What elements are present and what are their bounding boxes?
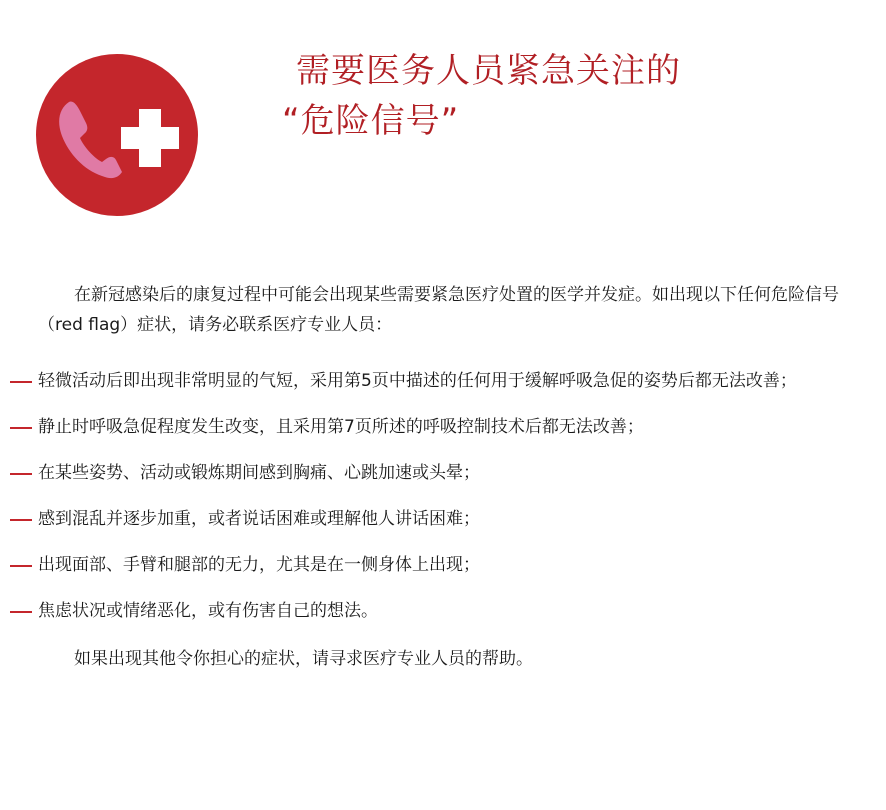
list-item-text: 感到混乱并逐步加重，或者说话困难或理解他人讲话困难； <box>38 509 480 529</box>
list-item <box>0 366 878 396</box>
red-dash-bullet <box>10 473 32 475</box>
red-dash-bullet <box>10 519 32 521</box>
title-line-2: “危险信号” <box>282 101 460 141</box>
list-item-text: 焦虑状况或情绪恶化，或有伤害自己的想法。 <box>38 601 378 621</box>
list-item <box>0 412 878 442</box>
red-dash-bullet <box>10 565 32 567</box>
list-item-text: 静止时呼吸急促程度发生改变，且采用第7页所述的呼吸控制技术后都无法改善； <box>38 417 644 437</box>
phone-and-medical-cross-icon <box>36 54 198 216</box>
list-item <box>0 458 878 488</box>
main-content <box>0 280 886 674</box>
red-dash-bullet <box>10 381 32 383</box>
page-title <box>282 46 681 146</box>
list-item <box>0 504 878 534</box>
list-item <box>0 550 878 580</box>
closing-paragraph: 如果出现其他令你担心的症状，请寻求医疗专业人员的帮助。 <box>74 649 533 669</box>
title-line-1: 需要医务人员紧急关注的 <box>296 51 681 91</box>
red-dash-bullet <box>10 611 32 613</box>
phone-medical-cross-logo <box>36 54 198 216</box>
intro-paragraph: 在新冠感染后的康复过程中可能会出现某些需要紧急医疗处置的医学并发症。如出现以下任何危险信号（red flag）症状，请务必联系医疗专业人员： <box>38 285 839 335</box>
medical-cross-horizontal <box>121 127 179 149</box>
red-dash-bullet <box>10 427 32 429</box>
list-item-text: 出现面部、手臂和腿部的无力，尤其是在一侧身体上出现； <box>38 555 480 575</box>
list-item-text: 轻微活动后即出现非常明显的气短，采用第5页中描述的任何用于缓解呼吸急促的姿势后都无法改善； <box>38 371 797 391</box>
list-item-text: 在某些姿势、活动或锻炼期间感到胸痛、心跳加速或头晕； <box>38 463 480 483</box>
list-item <box>0 596 878 626</box>
